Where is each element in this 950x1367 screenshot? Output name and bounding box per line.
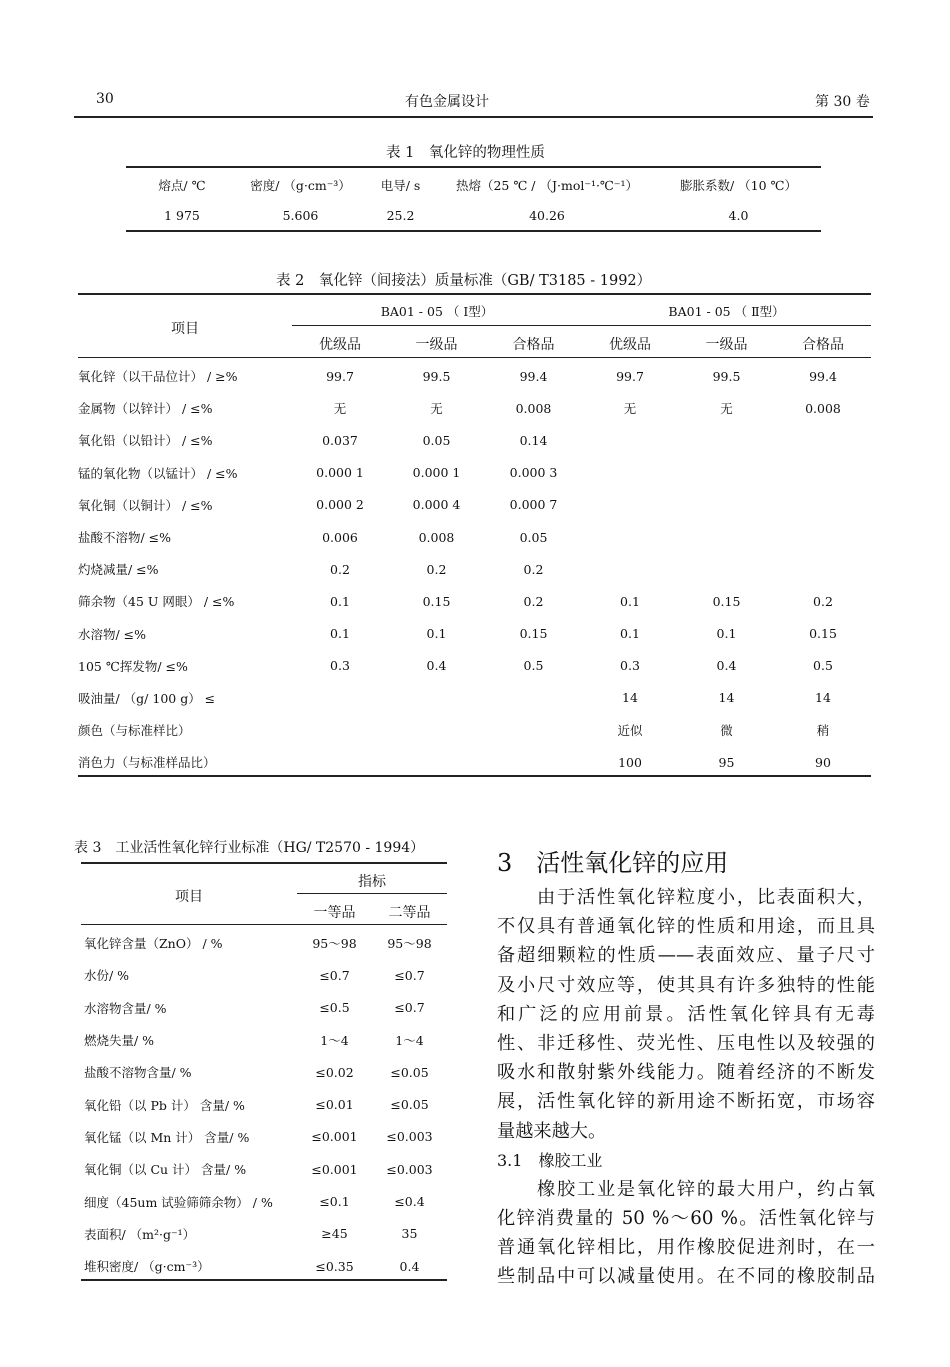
table-cell: [485, 746, 582, 778]
table-cell: [775, 521, 871, 553]
table-cell: 0.006: [322, 529, 358, 545]
table-cell: [388, 682, 485, 714]
table3-group-rule: [297, 893, 447, 894]
table1-cell: 40.26: [529, 207, 565, 223]
table1-header: 热熔（25 ℃ / （J·mol⁻¹·℃⁻¹）: [455, 178, 639, 193]
table-row: [84, 1218, 447, 1250]
row-label: 氧化铜（以铜计） / ≤%: [78, 497, 213, 513]
table-cell: 0.2: [813, 593, 833, 609]
table-row: [78, 424, 871, 456]
table1-top-rule: [126, 166, 821, 168]
table-cell: 0.1: [716, 626, 737, 642]
table-row: [84, 1088, 447, 1120]
table3: [84, 927, 447, 1282]
table-cell: 0.15: [519, 626, 548, 642]
table2-item-header: 项目: [171, 321, 199, 337]
table-row: [84, 1121, 447, 1153]
table-cell: [485, 682, 582, 714]
text-line: 普通氧化锌相比，用作橡胶促进剂时，在一: [497, 1237, 875, 1259]
table1-value-row: [126, 200, 821, 230]
table3-header-rule: [81, 924, 447, 925]
table-cell: 95: [718, 754, 735, 770]
table-cell: ≤0.35: [315, 1258, 354, 1274]
table-cell: 0.1: [330, 626, 350, 642]
table-cell: 14: [718, 690, 735, 706]
table-cell: 0.1: [620, 593, 640, 609]
row-label: 堆积密度/ （g·cm⁻³）: [84, 1259, 210, 1275]
section-heading: 3 活性氧化锌的应用: [497, 849, 729, 877]
table-cell: 0.000 1: [316, 465, 364, 481]
table-cell: [485, 714, 582, 746]
table-cell: ≤0.05: [390, 1097, 429, 1113]
row-label: 表面积/ （m²·g⁻¹）: [84, 1226, 196, 1242]
table2-grade-header: 优级品: [609, 337, 651, 353]
text-line: 橡胶工业是氧化锌的最大用户，约占氧: [497, 1178, 875, 1200]
table1-caption: 表 1 氧化锌的物理性质: [386, 145, 545, 161]
table-cell: [678, 489, 775, 521]
text-line: 些制品中可以减量使用。在不同的橡胶制品: [497, 1266, 875, 1288]
table3-grade-header: 二等品: [388, 905, 431, 921]
row-label: 吸油量/ （g/ 100 g） ≤: [78, 690, 216, 706]
table-cell: 95～98: [312, 936, 357, 952]
table-cell: ≤0.003: [386, 1129, 433, 1145]
table-cell: 99.4: [809, 368, 837, 384]
table-cell: 0.5: [523, 658, 544, 674]
table-row: [78, 489, 871, 521]
table-row: [84, 992, 447, 1024]
table1-header: 膨胀系数/ （10 ℃）: [679, 178, 798, 193]
row-label: 筛余物（45 U 网眼） / ≤%: [78, 594, 235, 610]
table3-bottom-rule: [81, 1279, 447, 1281]
table-cell: ≤0.7: [394, 1000, 425, 1016]
text-line: 备超细颗粒的性质——表面效应、量子尺寸: [497, 945, 875, 967]
table-cell: [775, 553, 871, 585]
table-cell: [388, 714, 485, 746]
table-cell: 0.2: [523, 561, 544, 577]
table1-cell: 5.606: [282, 207, 319, 223]
table-row: [84, 959, 447, 991]
table2-grade-header: 合格品: [512, 337, 555, 353]
table-cell: 99.7: [326, 368, 354, 384]
table-cell: ≤0.7: [319, 967, 350, 983]
table2-grade-header: 一级品: [705, 337, 748, 353]
text-line: 吸水和散射紫外线能力。随着经济的不断发: [497, 1062, 875, 1084]
table-row: [84, 1153, 447, 1185]
table-row: [78, 714, 871, 746]
table1-header: 电导/ s: [380, 178, 421, 193]
table2-group2-header: BA01 - 05 （ Ⅱ型）: [668, 304, 785, 319]
table2-group1-header: BA01 - 05 （ Ⅰ型）: [380, 304, 494, 319]
table3-grade-header: 一等品: [313, 905, 356, 921]
table-cell: 0.000 3: [509, 465, 558, 481]
table-cell: 0.15: [422, 593, 451, 609]
table1-cell: 25.2: [386, 207, 415, 223]
table1-bottom-rule: [126, 230, 821, 232]
table-cell: [775, 457, 871, 489]
table-row: [78, 360, 871, 392]
table-row: [78, 682, 871, 714]
table-cell: 14: [622, 690, 638, 706]
table-cell: 99.5: [712, 368, 741, 384]
table-cell: [582, 553, 678, 585]
row-label: 灼烧减量/ ≤%: [78, 562, 159, 578]
table-cell: ≤0.001: [311, 1129, 358, 1145]
table-cell: [678, 424, 775, 456]
table-cell: 1～4: [395, 1033, 424, 1049]
table-cell: 0.3: [330, 658, 350, 674]
table-cell: [678, 457, 775, 489]
volume-label: 第 30 卷: [815, 94, 870, 110]
table-cell: [775, 489, 871, 521]
table2: [78, 360, 871, 778]
table-row: [78, 650, 871, 682]
table1-header-row: [126, 170, 821, 200]
table-cell: [292, 714, 388, 746]
table-cell: 0.008: [515, 400, 552, 416]
row-label: 水份/ %: [84, 968, 130, 984]
table-cell: 99.7: [616, 368, 644, 384]
table-cell: 无: [333, 401, 347, 417]
paragraph-1: [497, 883, 875, 1146]
table-cell: 0.2: [426, 561, 447, 577]
table-cell: [678, 521, 775, 553]
row-label: 氧化铜（以 Cu 计） 含量/ %: [84, 1162, 247, 1178]
table-cell: 0.4: [399, 1258, 420, 1274]
table-cell: 0.008: [805, 400, 841, 416]
table3-top-rule: [81, 862, 447, 864]
row-label: 水溶物/ ≤%: [78, 626, 147, 642]
table-cell: 无: [720, 401, 733, 417]
row-label: 氧化锌含量（ZnO） / %: [84, 936, 223, 952]
journal-title: 有色金属设计: [405, 94, 489, 110]
table-cell: ≤0.1: [319, 1194, 350, 1210]
table1-header: 密度/ （g·cm⁻³）: [250, 178, 351, 193]
table-row: [78, 521, 871, 553]
table-row: [78, 618, 871, 650]
table-cell: 0.14: [519, 432, 548, 448]
table-cell: [775, 424, 871, 456]
row-label: 氧化锰（以 Mn 计） 含量/ %: [84, 1129, 250, 1145]
row-label: 105 ℃挥发物/ ≤%: [78, 658, 188, 674]
text-line: 及小尺寸效应等，使其具有许多独特的性能: [497, 974, 875, 996]
table-cell: ≥45: [321, 1226, 348, 1242]
table-row: [78, 746, 871, 778]
table2-group-rule: [292, 325, 871, 326]
table-cell: 0.1: [620, 626, 640, 642]
table-cell: 微: [720, 723, 733, 739]
table-cell: [582, 424, 678, 456]
table-cell: 0.15: [809, 626, 837, 642]
table-cell: 90: [815, 754, 831, 770]
table-cell: ≤0.7: [394, 967, 425, 983]
table-row: [78, 457, 871, 489]
table-cell: 14: [815, 690, 831, 706]
table-row: [84, 1056, 447, 1088]
table-cell: 0.3: [620, 658, 640, 674]
row-label: 消色力（与标准样品比）: [78, 755, 216, 771]
table3-index-header: 指标: [358, 874, 386, 890]
table-cell: 0.008: [418, 529, 455, 545]
table-row: [84, 927, 447, 959]
table-cell: 95～98: [387, 936, 432, 952]
table1-cell: 1 975: [164, 207, 200, 223]
table-row: [78, 553, 871, 585]
table2-header-rule: [78, 357, 871, 358]
row-label: 盐酸不溶物/ ≤%: [78, 530, 172, 546]
table-cell: 无: [623, 401, 637, 417]
table3-caption: 表 3 工业活性氧化锌行业标准（HG/ T2570 - 1994）: [74, 840, 425, 856]
text-line: 和广泛的应用前景。活性氧化锌具有无毒: [497, 1003, 875, 1025]
table-cell: 0.5: [813, 658, 833, 674]
table-cell: 0.000 2: [316, 497, 364, 513]
table2-grade-header: 一级品: [415, 337, 458, 353]
row-label: 锰的氧化物（以锰计） / ≤%: [78, 465, 238, 481]
table-cell: ≤0.003: [386, 1161, 433, 1177]
table-cell: ≤0.001: [311, 1161, 358, 1177]
table-cell: ≤0.01: [315, 1097, 354, 1113]
row-label: 金属物（以锌计） / ≤%: [78, 401, 213, 417]
text-line: 由于活性氧化锌粒度小，比表面积大，: [497, 887, 875, 908]
table-cell: 0.1: [330, 593, 350, 609]
text-line: 量越来越大。: [497, 1120, 607, 1142]
table-row: [84, 1024, 447, 1056]
paragraph-2: [497, 1175, 875, 1292]
table-cell: 0.000 7: [509, 497, 558, 513]
header-rule: [74, 116, 873, 118]
row-label: 氧化锌（以干品位计） / ≥%: [78, 369, 238, 385]
table-cell: 0.15: [712, 593, 741, 609]
table3-item-header: 项目: [175, 889, 203, 905]
row-label: 盐酸不溶物含量/ %: [84, 1065, 192, 1081]
table-cell: 无: [430, 401, 443, 417]
table1-header: 熔点/ ℃: [158, 178, 206, 193]
table-cell: 稍: [816, 723, 830, 739]
table-cell: ≤0.05: [390, 1064, 429, 1080]
table-cell: 0.2: [330, 561, 350, 577]
table-cell: 1～4: [320, 1033, 349, 1049]
table-cell: 0.05: [422, 432, 451, 448]
table-cell: 35: [401, 1226, 418, 1242]
table2-bottom-rule: [78, 775, 871, 777]
table-cell: 0.2: [523, 593, 544, 609]
table-cell: 0.4: [426, 658, 447, 674]
table-cell: [582, 489, 678, 521]
subsection-heading: 3.1 橡胶工业: [497, 1150, 603, 1170]
table-cell: 0.1: [426, 626, 447, 642]
table-cell: 0.000 4: [412, 497, 461, 513]
text-line: 性、非迁移性、荧光性、压电性以及较强的: [497, 1033, 875, 1055]
table-cell: [388, 746, 485, 778]
table-cell: [582, 521, 678, 553]
table-cell: 99.5: [422, 368, 451, 384]
table-cell: 近似: [617, 723, 643, 739]
table-row: [84, 1185, 447, 1217]
row-label: 水溶物含量/ %: [84, 1000, 167, 1016]
table-row: [84, 1250, 447, 1282]
table-row: [78, 585, 871, 617]
table-cell: 99.4: [519, 368, 548, 384]
table-cell: [292, 746, 388, 778]
table2-grade-header: 优级品: [319, 337, 361, 353]
table-cell: ≤0.02: [315, 1064, 354, 1080]
row-label: 氧化铅（以铅计） / ≤%: [78, 433, 213, 449]
table-cell: 0.4: [716, 658, 737, 674]
table1: [126, 170, 821, 230]
row-label: 燃烧失量/ %: [84, 1033, 155, 1049]
table2-grade-header: 合格品: [802, 337, 844, 353]
table-cell: ≤0.5: [319, 1000, 350, 1016]
table-cell: 100: [618, 754, 642, 770]
table-cell: ≤0.4: [394, 1194, 425, 1210]
table-cell: [678, 553, 775, 585]
table1-cell: 4.0: [728, 207, 749, 223]
table2-caption: 表 2 氧化锌（间接法）质量标准（GB/ T3185 - 1992）: [276, 273, 652, 289]
text-line: 不仅具有普通氧化锌的性质和用途，而且具: [497, 916, 875, 938]
page-number: 30: [96, 91, 114, 107]
text-line: 展，活性氧化锌的新用途不断拓宽，市场容: [497, 1091, 875, 1113]
table-cell: [582, 457, 678, 489]
table-cell: 0.000 1: [412, 465, 461, 481]
row-label: 细度（45um 试验筛筛余物） / %: [84, 1194, 273, 1210]
table-cell: 0.037: [322, 432, 358, 448]
table-cell: [292, 682, 388, 714]
table-cell: 0.05: [519, 529, 548, 545]
table2-top-rule: [78, 293, 871, 295]
section-body: [497, 883, 875, 1292]
row-label: 颜色（与标准样比）: [78, 723, 191, 739]
table-row: [78, 392, 871, 424]
row-label: 氧化铅（以 Pb 计） 含量/ %: [84, 1097, 245, 1113]
text-line: 化锌消费量的 50 %～60 %。活性氧化锌与: [497, 1208, 875, 1230]
